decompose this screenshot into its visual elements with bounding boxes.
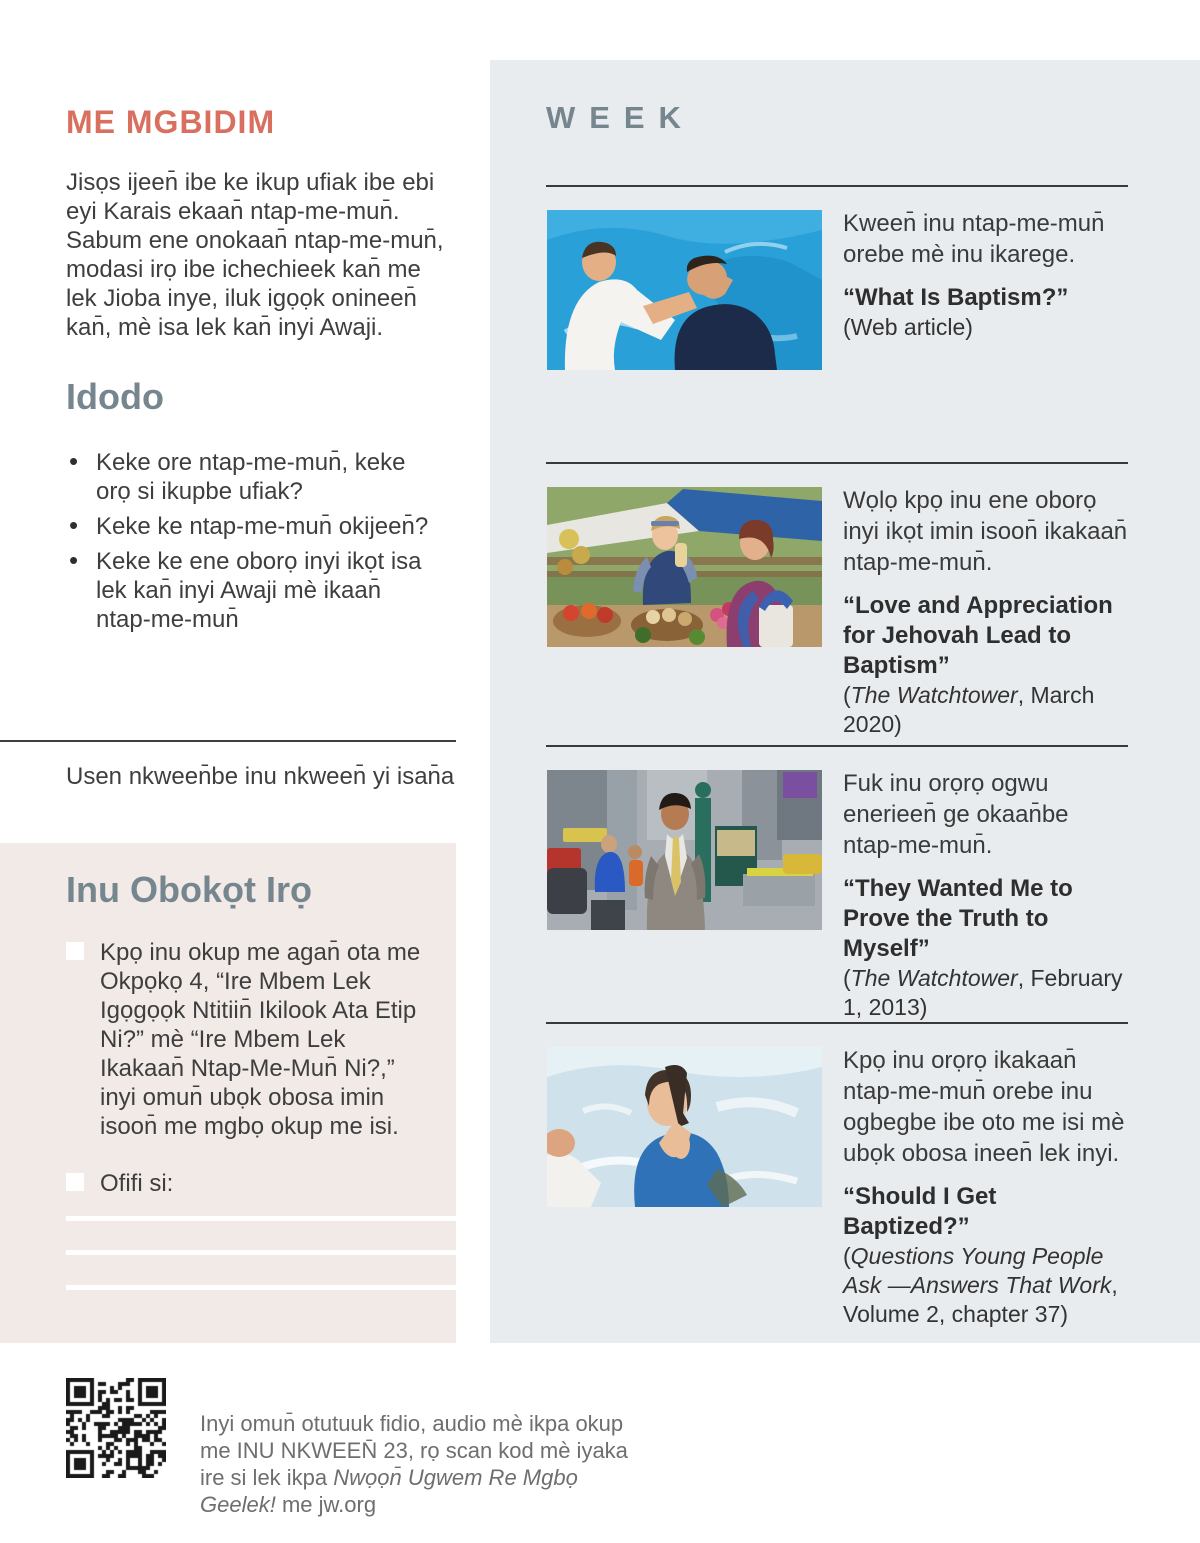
reference-text: ( — [843, 682, 851, 708]
review-heading: Idodo — [66, 376, 164, 417]
baptism-pool-photo — [547, 210, 822, 370]
item-reference — [843, 313, 1128, 342]
item-description: Kween̄ inu ntap-me-mun̄ orebe mè inu ikarege. — [843, 210, 1105, 268]
section-divider — [546, 1022, 1128, 1024]
week-item — [546, 185, 1128, 340]
write-line[interactable] — [66, 1285, 456, 1290]
section-divider — [546, 185, 1128, 187]
item-description: Fuk inu orọrọ ogwu enerieen̄ ge okaan̄be ntap-me-mun̄. — [843, 770, 1069, 859]
week-item — [546, 745, 1128, 1020]
reference-publication: Questions Young People Ask —Answers That Work — [843, 1243, 1112, 1298]
task-checkbox[interactable] — [66, 942, 84, 960]
week-panel — [490, 60, 1200, 1343]
qr-caption-text: Inyi omun̄ otutuuk fidio, audio mè ikpa okup me INU NKWEEN̄ 23, rọ scan kod mè iyaka ire si lek ikpa — [200, 1411, 628, 1490]
qr-caption-tail: me jw.org — [275, 1492, 377, 1517]
city-street-photo — [547, 770, 822, 930]
farmers-market-photo — [547, 487, 822, 647]
item-reference — [843, 681, 1128, 739]
reference-text: (Web article) — [843, 314, 973, 340]
young-woman-baptism-photo — [547, 1047, 822, 1207]
reference-tail: , Volume 2, chapter 37) — [843, 1272, 1118, 1327]
qr-code — [66, 1378, 166, 1478]
write-line[interactable] — [66, 1216, 456, 1221]
reference-text: ( — [843, 1243, 851, 1269]
item-description: Wọlọ kpọ inu ene oborọ inyi ikọt imin isoon̄ ikakaan̄ ntap-me-mun̄. — [843, 487, 1128, 576]
week-item — [546, 462, 1128, 737]
review-question: • Keke ke ntap-me-mun̄ okijeen̄? — [66, 512, 438, 541]
task-text: Kpọ inu okup me agan̄ ota me Okpọkọ 4, “Ire Mbem Lek Igọgọọk Ntitiin̄ Ikilook Ata Etip Ni?” mè “Ire Mbem Lek Ikakaan̄ Ntap-Me-Mun̄ Ni?,” inyi omun̄ ubọk obosa imin isoon̄ me mgbọ okup me isi. — [100, 939, 421, 1140]
goal-box — [0, 843, 456, 1343]
week-heading: WEEK — [546, 100, 695, 135]
goal-heading: Inu Obokọt Irọ — [66, 869, 312, 910]
review-question: • Keke ore ntap-me-mun̄, keke orọ si ikupbe ufiak? — [66, 448, 438, 506]
item-description: Kpọ inu orọrọ ikakaan̄ ntap-me-mun̄ orebe inu ogbegbe ibe oto me isi mè ubọk obosa ineen̄ lek inyi. — [843, 1047, 1125, 1167]
section-divider — [546, 745, 1128, 747]
item-title: “Should I Get Baptized?” — [843, 1183, 997, 1240]
review-question: • Keke ke ene oborọ inyi ikọt isa lek kan̄ inyi Awaji mè ikaan̄ ntap-me-mun̄ — [66, 547, 438, 634]
qr-caption — [200, 1410, 636, 1518]
section-divider — [546, 462, 1128, 464]
reference-publication: The Watchtower — [850, 965, 1018, 991]
week-item — [546, 1022, 1128, 1327]
note-text: Usen nkween̄be inu nkween̄ yi isan̄a — [66, 763, 455, 790]
item-title: “Love and Appreciation for Jehovah Lead to Baptism” — [843, 592, 1113, 679]
write-line[interactable] — [66, 1250, 456, 1255]
qr-caption-publication: Nwọọn̄ Ugwem Re Mgbọ Geelek! — [200, 1465, 578, 1517]
item-title: “They Wanted Me to Prove the Truth to Myself” — [843, 875, 1073, 962]
item-reference — [843, 1242, 1128, 1329]
item-title: “What Is Baptism?” — [843, 284, 1069, 311]
reference-tail: , March 2020) — [843, 682, 1095, 737]
reference-publication: The Watchtower — [850, 682, 1018, 708]
section-heading: ME MGBIDIM — [66, 104, 276, 140]
review-question-list — [66, 448, 438, 640]
item-reference — [843, 964, 1128, 1022]
divider — [0, 740, 456, 742]
intro-paragraph: Jisọs ijeen̄ ibe ke ikup ufiak ibe ebi eyi Karais ekaan̄ ntap-me-mun̄. Sabum ene onokaan̄ ntap-me-mun̄, modasi irọ ibe ichechieek kan̄ me lek Jioba inye, iluk igọọk onineen̄ kan̄, mè isa lek kan̄ inyi Awaji. — [66, 169, 444, 341]
reference-text: ( — [843, 965, 851, 991]
task-checkbox[interactable] — [66, 1173, 84, 1191]
task-text: Ofifi si: — [100, 1170, 174, 1197]
reference-tail: , February 1, 2013) — [843, 965, 1123, 1020]
